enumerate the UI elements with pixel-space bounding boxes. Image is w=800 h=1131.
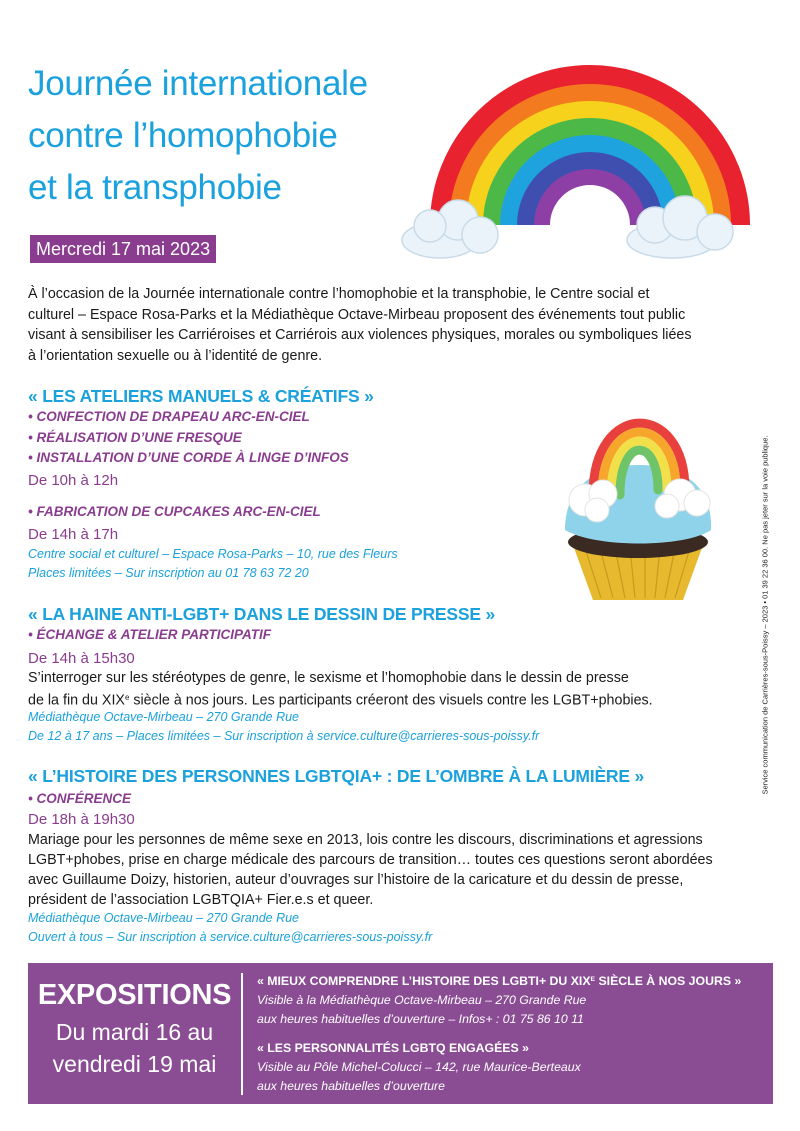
exposition-2-title: « LES PERSONNALITÉS LGBTQ ENGAGÉES » <box>257 1041 529 1056</box>
histoire-time: De 18h à 19h30 <box>28 811 135 828</box>
histoire-info <box>28 909 432 947</box>
section-ateliers-bullets <box>28 407 349 469</box>
section-histoire-title: « L’HISTOIRE DES PERSONNES LGBTQIA+ : DE L’OMBRE À LA LUMIÈRE » <box>28 766 645 786</box>
exposition-2-detail: Visible au Pôle Michel-Colucci – 142, rue Maurice-Berteaux <box>257 1060 581 1075</box>
body-line: de la fin du XIXe siècle à nos jours. Les participants créeront des visuels contre les LGBT+phobies. <box>28 692 653 709</box>
info-line: Centre social et culturel – Espace Rosa-Parks – 10, rue des Fleurs <box>28 547 398 561</box>
bullet-item: • CONFECTION DE DRAPEAU ARC-EN-CIEL <box>28 409 310 424</box>
expositions-dates: Du mardi 16 au vendredi 19 mai <box>52 1019 217 1077</box>
expositions-title: EXPOSITIONS <box>37 979 232 1011</box>
side-legal-note: Service communication de Carrières-sous-Poissy – 2023 • 01 39 22 36 00. Ne pas jeter sur la voie publique. <box>760 435 770 795</box>
bullet-item: • RÉALISATION D’UNE FRESQUE <box>28 429 242 445</box>
intro-line: visant à sensibiliser les Carriéroises et Carriérois aux violences physiques, morales ou symboliques liées <box>28 327 692 343</box>
expositions-heading-block <box>28 963 241 1104</box>
info-line: Médiathèque Octave-Mirbeau – 270 Grande Rue <box>28 710 299 724</box>
ateliers-time-morning: De 10h à 12h <box>28 472 119 489</box>
section-dessin-presse-title: « LA HAINE ANTI-LGBT+ DANS LE DESSIN DE PRESSE » <box>28 604 496 624</box>
intro-line: À l’occasion de la Journée internationale contre l’homophobie et la transphobie, le Centre social et <box>28 286 650 302</box>
cupcake-illustration <box>535 360 740 605</box>
info-line: De 12 à 17 ans – Places limitées – Sur inscription à service.culture@carrieres-sous-poissy.fr <box>28 729 540 743</box>
expositions-divider <box>241 973 243 1095</box>
exposition-1-detail: aux heures habituelles d’ouverture – Infos+ : 01 75 86 10 11 <box>257 1012 584 1027</box>
expositions-list <box>257 970 767 1096</box>
dessin-presse-text <box>28 668 653 711</box>
ateliers-time-afternoon: De 14h à 17h <box>28 526 119 543</box>
body-line: LGBT+phobes, prise en charge médicale des parcours de transition… toutes ces questions seront abordées <box>28 852 713 868</box>
dessin-presse-info <box>28 708 539 746</box>
intro-paragraph <box>28 284 773 366</box>
info-line: Places limitées – Sur inscription au 01 78 63 72 20 <box>28 566 309 580</box>
bullet-item: • FABRICATION DE CUPCAKES ARC-EN-CIEL <box>28 504 321 519</box>
rainbow-illustration <box>400 40 780 265</box>
exposition-1-title: « MIEUX COMPRENDRE L’HISTOIRE DES LGBTI+ DU $XIX^E$ SIÈCLE À NOS JOURS » <box>257 974 742 989</box>
section-ateliers-title: « LES ATELIERS MANUELS & CRÉATIFS » <box>28 386 374 406</box>
bullet-item: • CONFÉRENCE <box>28 791 131 806</box>
intro-line: culturel – Espace Rosa-Parks et la Médiathèque Octave-Mirbeau proposent des événements tout public <box>28 306 686 323</box>
exposition-2-detail: aux heures habituelles d’ouverture <box>257 1079 445 1094</box>
body-line: président de l’association LGBTQIA+ Fier.e.s et queer. <box>28 892 374 908</box>
body-line: S’interroger sur les stéréotypes de genre, le sexisme et l’homophobie dans le dessin de presse <box>28 670 629 686</box>
info-line: Médiathèque Octave-Mirbeau – 270 Grande Rue <box>28 911 299 925</box>
title-line-3: et la transphobie <box>28 168 282 207</box>
expositions-box <box>28 963 773 1104</box>
event-date-badge: Mercredi 17 mai 2023 <box>30 235 216 263</box>
bullet-item: • INSTALLATION D’UNE CORDE À LINGE D’INFOS <box>28 450 349 465</box>
intro-line: à l’orientation sexuelle ou à l’identité de genre. <box>28 347 323 364</box>
bullet-item: • ÉCHANGE & ATELIER PARTICIPATIF <box>28 627 271 642</box>
dessin-presse-time: De 14h à 15h30 <box>28 650 135 667</box>
title-line-1: Journée internationale <box>28 64 368 103</box>
ateliers-info <box>28 545 398 583</box>
body-line: avec Guillaume Doizy, historien, auteur d’ouvrages sur l’histoire de la caricature et du dessin de presse, <box>28 872 684 888</box>
info-line: Ouvert à tous – Sur inscription à service.culture@carrieres-sous-poissy.fr <box>28 930 433 944</box>
histoire-text <box>28 830 713 910</box>
exposition-1-detail: Visible à la Médiathèque Octave-Mirbeau – 270 Grande Rue <box>257 993 587 1008</box>
body-line: Mariage pour les personnes de même sexe en 2013, lois contre les discours, discriminations et agressions <box>28 832 703 848</box>
title-line-2: contre l’homophobie <box>28 116 338 155</box>
